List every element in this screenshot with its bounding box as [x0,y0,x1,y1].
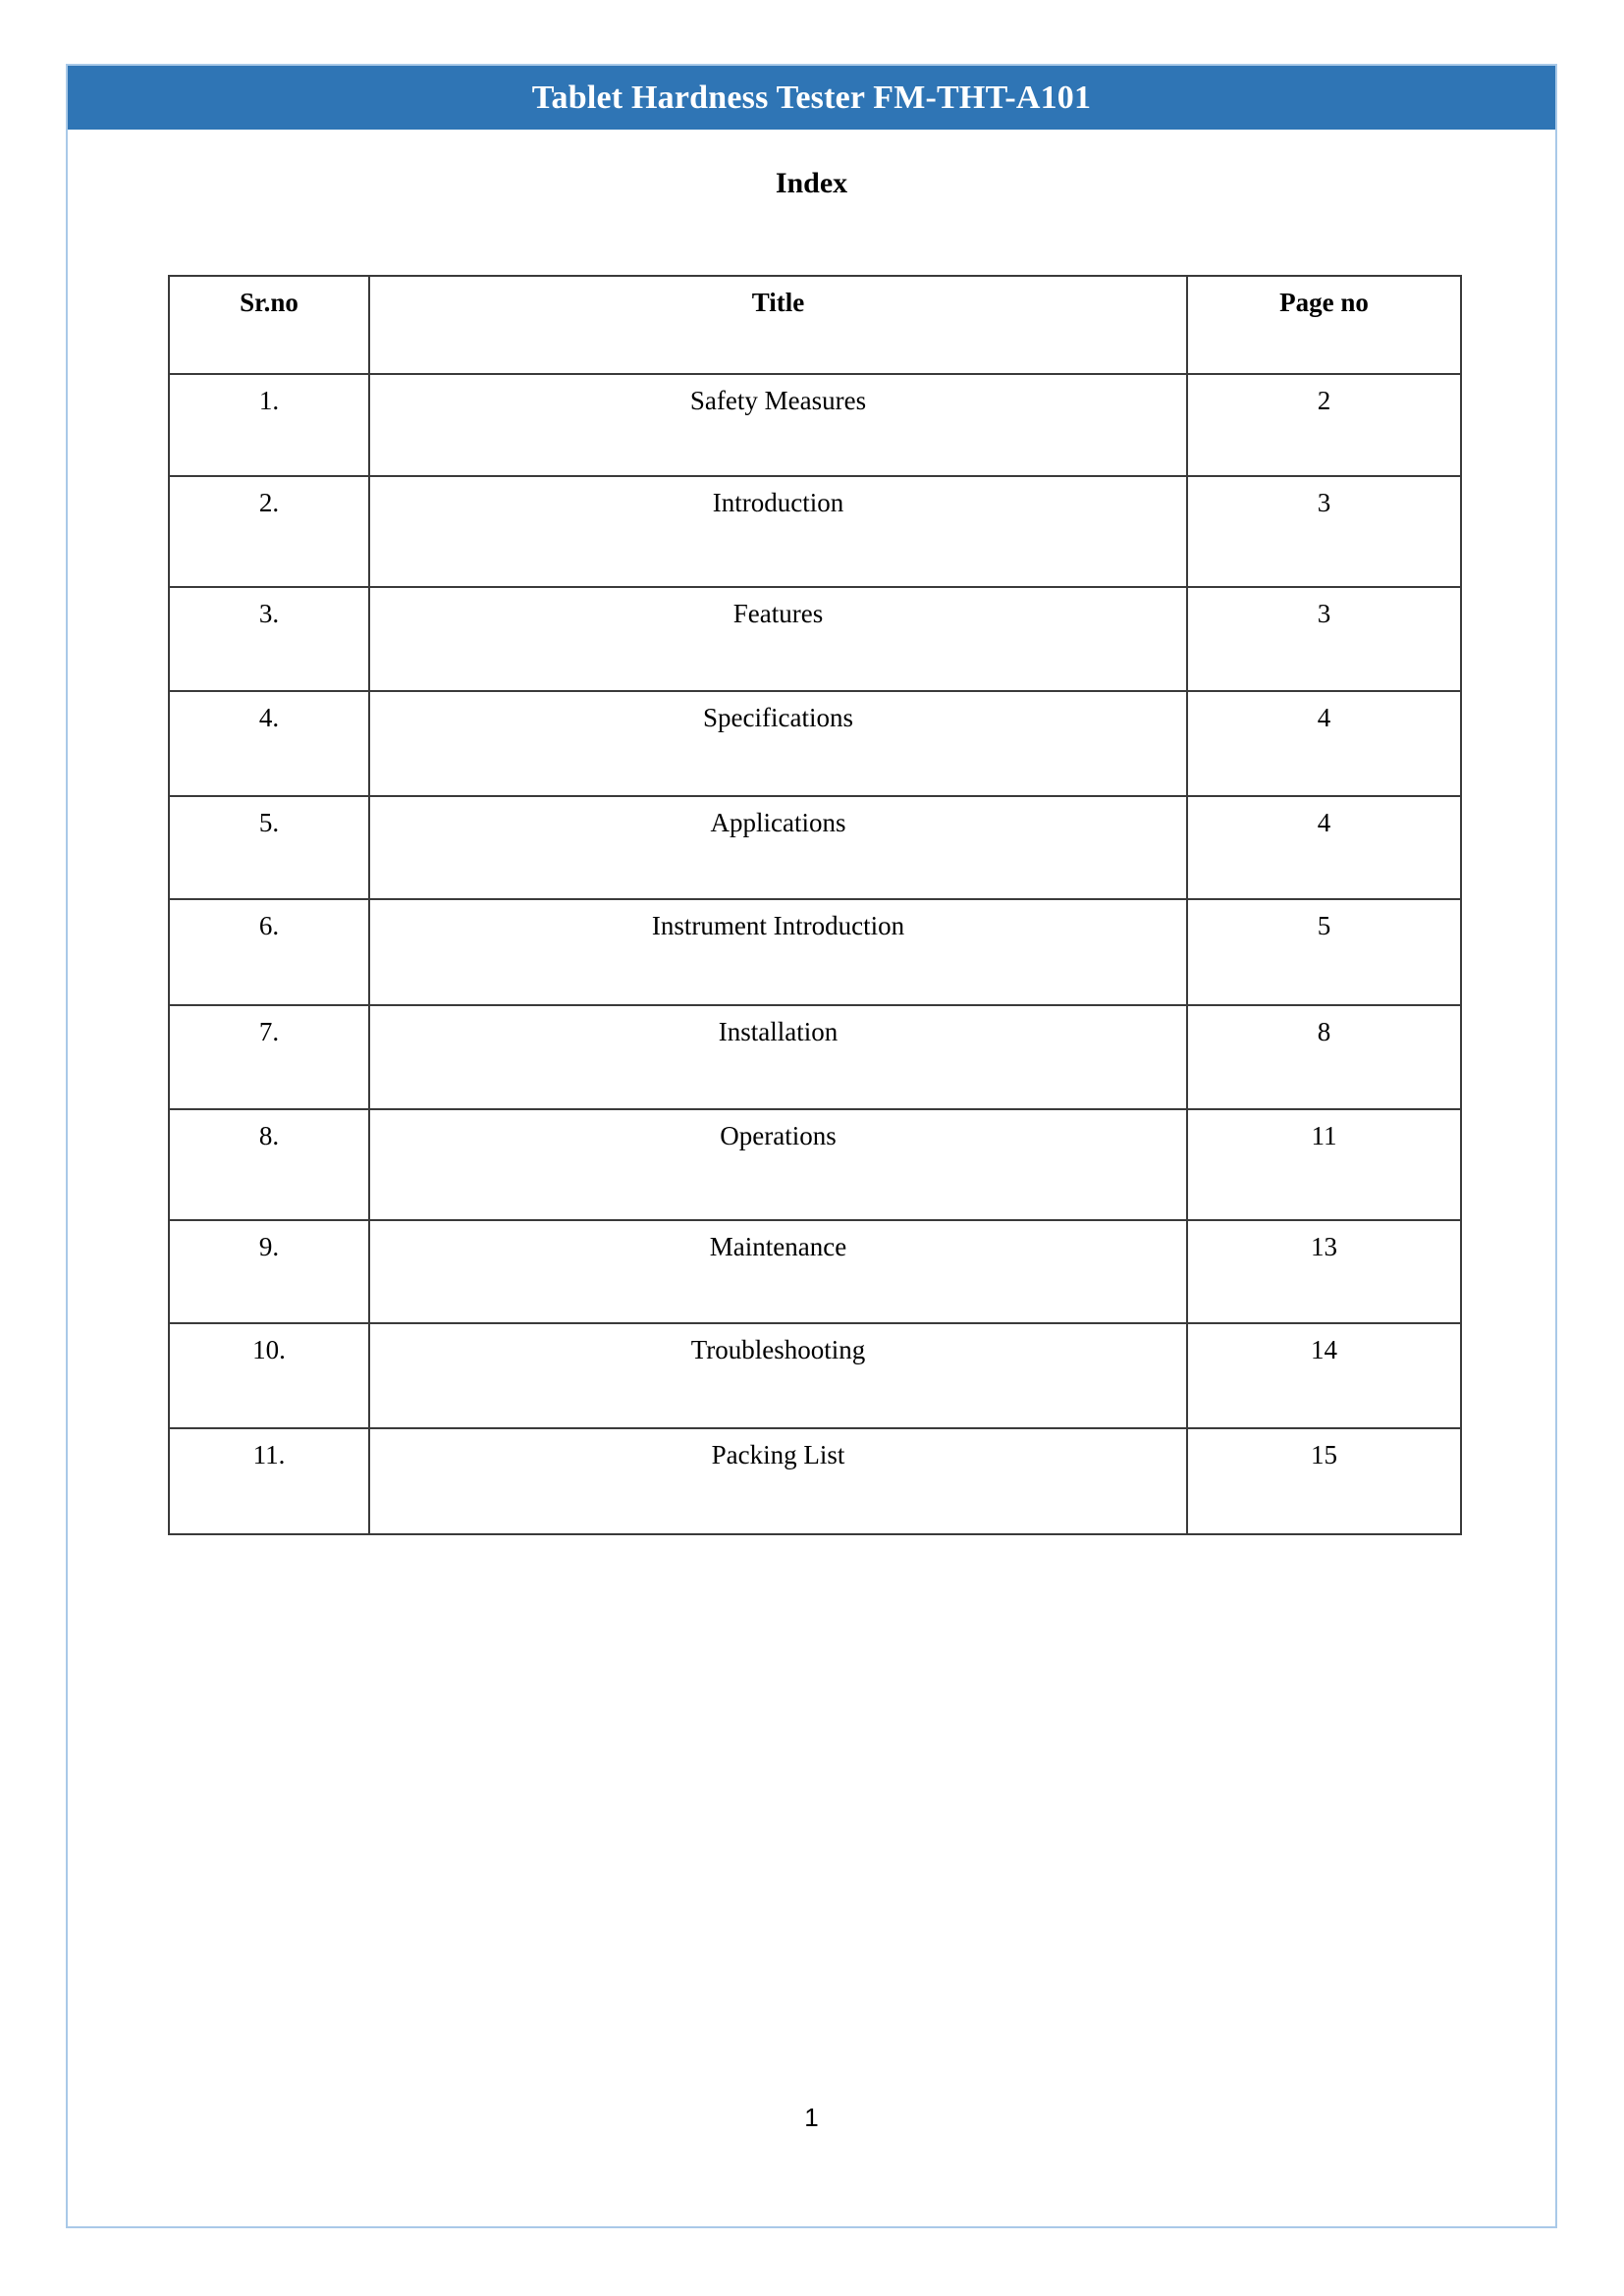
index-table [168,275,1462,1535]
cell-title: Packing List [369,1428,1187,1534]
document-title: Tablet Hardness Tester FM-THT-A101 [531,79,1092,116]
table-row [169,691,1461,796]
footer-page-number: 1 [804,2103,819,2132]
document-page [66,64,1557,2228]
cell-sr-no: 2. [169,476,369,587]
cell-sr-no: 11. [169,1428,369,1534]
cell-sr-no: 7. [169,1005,369,1109]
table-row [169,1428,1461,1534]
cell-title: Troubleshooting [369,1323,1187,1428]
cell-sr-no: 9. [169,1220,369,1323]
cell-sr-no: 3. [169,587,369,691]
cell-sr-no: 5. [169,796,369,899]
cell-title: Installation [369,1005,1187,1109]
table-row [169,1005,1461,1109]
cell-title: Applications [369,796,1187,899]
cell-page-no: 4 [1187,691,1461,796]
document-header-banner [68,66,1555,130]
cell-page-no: 5 [1187,899,1461,1005]
table-row [169,374,1461,476]
cell-title: Operations [369,1109,1187,1220]
table-row [169,587,1461,691]
cell-title: Instrument Introduction [369,899,1187,1005]
cell-title: Features [369,587,1187,691]
cell-sr-no: 1. [169,374,369,476]
table-row [169,476,1461,587]
index-heading: Index [775,167,848,199]
cell-page-no: 2 [1187,374,1461,476]
table-row [169,1109,1461,1220]
table-row [169,796,1461,899]
cell-sr-no: 10. [169,1323,369,1428]
cell-page-no: 3 [1187,587,1461,691]
cell-page-no: 13 [1187,1220,1461,1323]
table-row [169,899,1461,1005]
cell-title: Safety Measures [369,374,1187,476]
cell-sr-no: 6. [169,899,369,1005]
cell-page-no: 14 [1187,1323,1461,1428]
cell-page-no: 3 [1187,476,1461,587]
cell-title: Maintenance [369,1220,1187,1323]
table-row [169,1220,1461,1323]
cell-title: Introduction [369,476,1187,587]
cell-sr-no: 8. [169,1109,369,1220]
table-row [169,1323,1461,1428]
cell-sr-no: 4. [169,691,369,796]
cell-page-no: 4 [1187,796,1461,899]
column-header-sr-no: Sr.no [169,276,369,374]
cell-page-no: 8 [1187,1005,1461,1109]
column-header-page-no: Page no [1187,276,1461,374]
cell-page-no: 11 [1187,1109,1461,1220]
column-header-title: Title [369,276,1187,374]
cell-title: Specifications [369,691,1187,796]
cell-page-no: 15 [1187,1428,1461,1534]
table-header-row [169,276,1461,374]
